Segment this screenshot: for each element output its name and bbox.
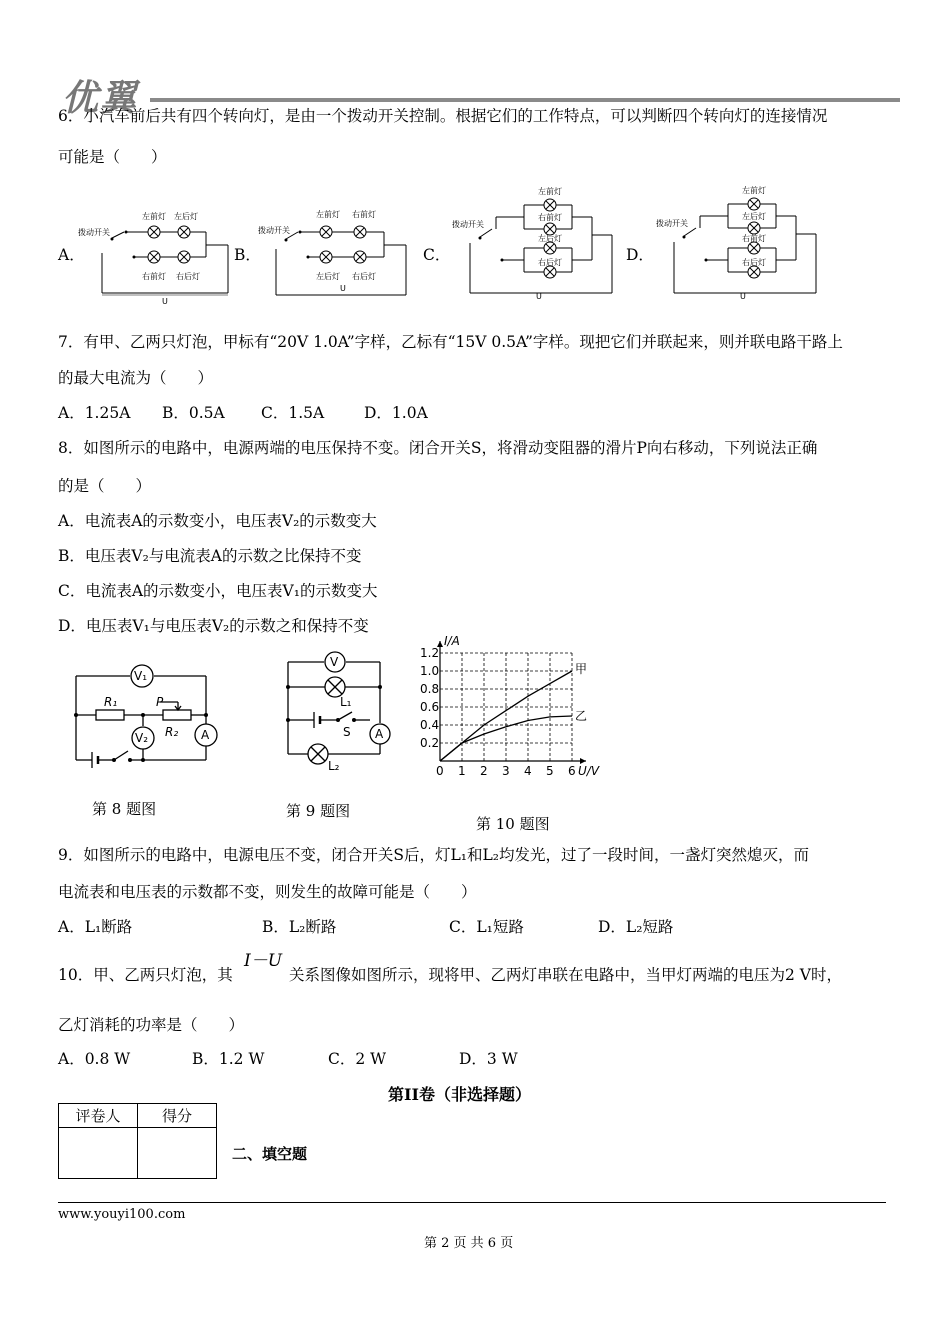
- q10-prefix: 10．甲、乙两只灯泡，其: [58, 966, 233, 984]
- section-title: 第II卷（非选择题）: [388, 1085, 531, 1104]
- y-tick-label: 0.6: [420, 700, 440, 714]
- q10-option: D．3 W: [459, 1050, 518, 1068]
- q6-option-a-label: A．: [58, 246, 85, 264]
- q9-option: C．L₁短路: [449, 918, 524, 936]
- q8-option: D．电压表V₁与电压表V₂的示数之和保持不变: [58, 617, 369, 635]
- fig9-v-label: V: [330, 655, 339, 669]
- q6b-lamp-label: 右前灯: [352, 210, 376, 219]
- score-table: [58, 1103, 217, 1179]
- header-divider: [150, 98, 900, 102]
- q6-line1: 6．小汽车前后共有四个转向灯，是由一个拨动开关控制。根据它们的工作特点，可以判断四个转向灯的连接情况: [58, 107, 828, 125]
- fig8-r1-label: R₁: [104, 695, 118, 709]
- q10-option: A．0.8 W: [58, 1050, 131, 1068]
- fig8-circuit: [68, 662, 228, 774]
- fig9-caption: 第 9 题图: [286, 802, 351, 820]
- q6a-lamp-label: 右后灯: [176, 272, 200, 281]
- q9-line1: 9．如图所示的电路中，电源电压不变，闭合开关S后，灯L₁和L₂均发光，过了一段时间，一盏灯突然熄灭，而: [58, 846, 809, 864]
- logo: 优翼: [62, 78, 139, 119]
- x-axis-label: U/V: [578, 764, 600, 778]
- q8-line2: 的是（ ）: [58, 477, 152, 495]
- q8-option: C．电流表A的示数变小，电压表V₁的示数变大: [58, 582, 378, 600]
- q6d-lamp-label: 左后灯: [742, 212, 766, 221]
- y-tick-label: 0.4: [420, 718, 440, 732]
- q10-option: B．1.2 W: [192, 1050, 265, 1068]
- x-tick-label: 5: [546, 764, 554, 778]
- q6a-switch-label: 拨动开关: [78, 228, 110, 237]
- q6c-lamp-label: 右后灯: [538, 258, 562, 267]
- y-tick-label: 1.0: [420, 664, 440, 678]
- q7-option: A．1.25A: [58, 404, 131, 422]
- fig8-v1-label: V₁: [134, 669, 148, 683]
- q9-option: A．L₁断路: [58, 918, 133, 936]
- fig8-v2-label: V₂: [135, 731, 149, 745]
- x-tick-label: 0: [436, 764, 444, 778]
- q6-line2: 可能是（ ）: [58, 148, 167, 166]
- q6-diagram-b: [258, 205, 418, 300]
- fig8-a-label: A: [201, 728, 210, 742]
- score-table-header: 得分: [138, 1104, 217, 1128]
- q6c-u-label: U: [536, 292, 542, 301]
- q9-line2: 电流表和电压表的示数都不变，则发生的故障可能是（ ）: [58, 883, 477, 901]
- footer-divider: [58, 1202, 886, 1203]
- y-tick-label: 0.8: [420, 682, 440, 696]
- fig9-circuit: [278, 650, 393, 773]
- q9-option: D．L₂短路: [598, 918, 674, 936]
- q6c-lamp-label: 左前灯: [538, 187, 562, 196]
- q6b-lamp-label: 右后灯: [352, 272, 376, 281]
- q6d-switch-label: 拨动开关: [656, 219, 688, 228]
- q6-option-c-label: C．: [423, 246, 451, 264]
- q6-diagram-d: [656, 180, 822, 300]
- page-number: 第 2 页 共 6 页: [424, 1236, 514, 1251]
- part-title: 二、填空题: [232, 1145, 308, 1163]
- q7-option: D．1.0A: [364, 404, 428, 422]
- q7-option: B．0.5A: [162, 404, 225, 422]
- fig9-l2-label: L₂: [328, 759, 340, 773]
- q8-option: A．电流表A的示数变小，电压表V₂的示数变大: [58, 512, 377, 530]
- series-label: 甲: [575, 662, 588, 676]
- x-tick-label: 3: [502, 764, 510, 778]
- q6a-lamp-label: 左前灯: [142, 212, 166, 221]
- fig8-caption: 第 8 题图: [92, 800, 157, 818]
- q8-option: B．电压表V₂与电流表A的示数之比保持不变: [58, 547, 362, 565]
- q6d-lamp-label: 右前灯: [742, 234, 766, 243]
- fig9-a-label: A: [375, 727, 384, 741]
- q6-diagram-c: [452, 183, 618, 300]
- q6b-lamp-label: 左后灯: [316, 272, 340, 281]
- score-table-header: 评卷人: [59, 1104, 138, 1128]
- score-table-cell[interactable]: [138, 1128, 217, 1179]
- q6b-lamp-label: 左前灯: [316, 210, 340, 219]
- q7-line2: 的最大电流为（ ）: [58, 369, 214, 387]
- q6d-lamp-label: 左前灯: [742, 186, 766, 195]
- y-tick-label: 0.2: [420, 736, 440, 750]
- q6-diagram-a: [76, 205, 234, 306]
- series-label: 乙: [575, 709, 588, 723]
- fig9-l1-label: L₁: [340, 695, 352, 709]
- fig10-caption: 第 10 题图: [476, 815, 550, 833]
- x-tick-label: 1: [458, 764, 466, 778]
- q6c-lamp-label: 右前灯: [538, 213, 562, 222]
- score-table-cell[interactable]: [59, 1128, 138, 1179]
- x-tick-label: 6: [568, 764, 576, 778]
- q6c-switch-label: 拨动开关: [452, 220, 484, 229]
- q7-line1: 7．有甲、乙两只灯泡，甲标有“20V 1.0A”字样，乙标有“15V 0.5A”字样。现把它们并联起来，则并联电路干路上: [58, 333, 843, 351]
- q7-option: C．1.5A: [261, 404, 325, 422]
- q10-line2: 乙灯消耗的功率是（ ）: [58, 1016, 245, 1034]
- q6-option-b-label: B．: [234, 246, 261, 264]
- q6a-lamp-label: 右前灯: [142, 272, 166, 281]
- fig9-s-label: S: [343, 725, 351, 739]
- q6a-lamp-label: 左后灯: [174, 212, 198, 221]
- q6a-u-label: U: [162, 297, 168, 306]
- q10-suffix: 关系图像如图所示，现将甲、乙两灯串联在电路中，当甲灯两端的电压为2 V时，: [289, 966, 842, 984]
- q6d-lamp-label: 右后灯: [742, 258, 766, 267]
- fig8-r2-label: R₂: [165, 725, 179, 739]
- q6b-switch-label: 拨动开关: [258, 226, 290, 235]
- q6c-lamp-label: 左后灯: [538, 234, 562, 243]
- fig8-p-label: P: [156, 695, 164, 709]
- q10-option: C．2 W: [328, 1050, 387, 1068]
- q10-formula: I－U: [244, 951, 283, 971]
- x-tick-label: 4: [524, 764, 532, 778]
- q6d-u-label: U: [740, 292, 746, 301]
- q8-line1: 8．如图所示的电路中，电源两端的电压保持不变。闭合开关S，将滑动变阻器的滑片P向右移动，下列说法正确: [58, 439, 818, 457]
- fig10-iu-chart: [420, 634, 620, 780]
- q6b-u-label: U: [340, 284, 346, 293]
- footer-url[interactable]: www.youyi100.com: [58, 1207, 186, 1222]
- y-axis-label: I/A: [444, 634, 460, 648]
- q6-option-d-label: D．: [626, 246, 654, 264]
- q9-option: B．L₂断路: [262, 918, 337, 936]
- y-tick-label: 1.2: [420, 646, 440, 660]
- x-tick-label: 2: [480, 764, 488, 778]
